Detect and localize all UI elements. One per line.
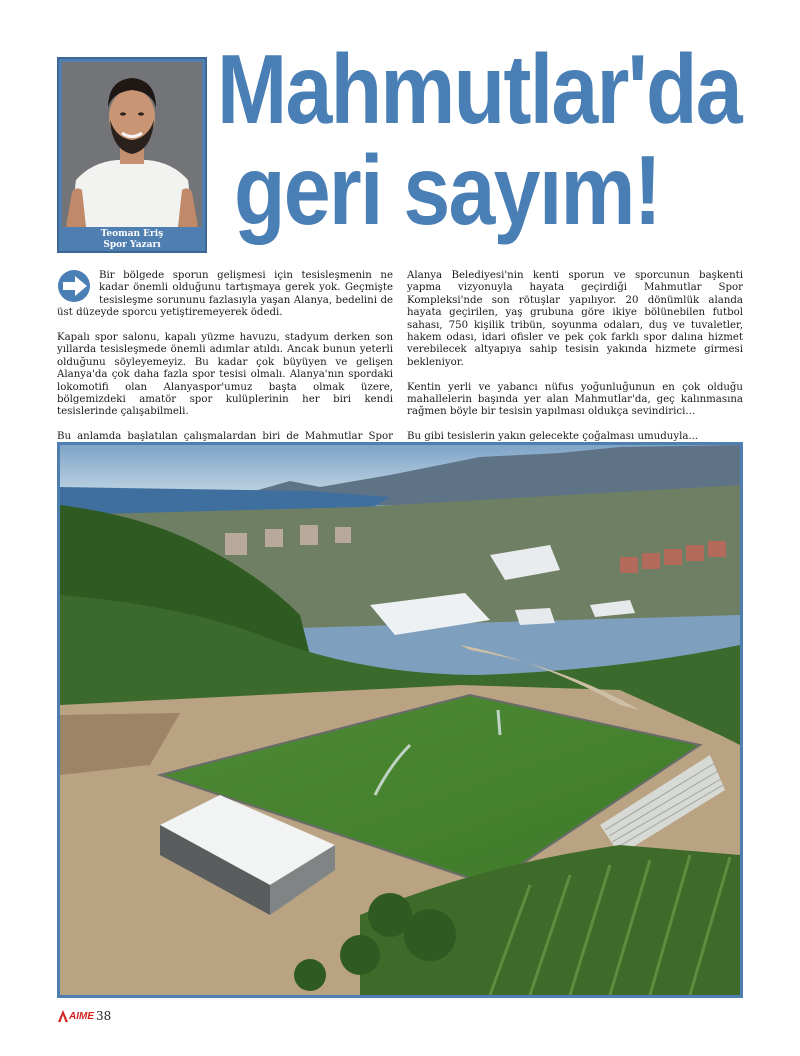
page-number: 38 <box>96 1009 112 1023</box>
paragraph: Bu gibi tesislerin yakın gelecekte çoğalması umuduyla... <box>407 431 699 443</box>
headline-line-1: Mahmutlar'da <box>217 34 741 144</box>
headline <box>217 34 741 245</box>
author-caption <box>59 229 205 251</box>
paragraph <box>57 270 393 320</box>
stadium-aerial-photo <box>57 442 743 998</box>
author-photo <box>62 62 202 227</box>
page-footer <box>57 1006 111 1026</box>
author-box <box>57 57 207 253</box>
headline-line-2: geri sayım! <box>233 135 661 245</box>
paragraph: Bu anlamda başlatılan çalışmalardan biri de Mahmutlar Spor <box>57 431 393 443</box>
paragraph-text: Bir bölgede sporun gelişmesi için tesisleşmenin ne kadar önemli olduğunu tartışmaya gerek yok. Geçmişte tesisleşme sorununu fazlasıyla yaşan Alanya, bedelini de üst düzeyde sporcu yetiştiremeyerek ödedi. <box>57 270 393 319</box>
author-name: Teoman Eriş <box>100 229 164 239</box>
body-column-left <box>57 270 393 468</box>
paragraph: Kentin yerli ve yabancı nüfus yoğunluğunun en çok olduğu mahallelerin başında yer alan Mahmutlar'da, geç kalınmasına rağmen böyle bir tesisin yapılması oldukça sevindirici... <box>407 381 743 418</box>
aime-logo <box>57 1009 94 1023</box>
paragraph: Alanya Belediyesi'nin kenti sporun ve sporcunun başkenti yapma vizyonuyla hayata geçirdiği Mahmutlar Spor Kompleksi'nde son rötuşlar yapılıyor. 20 dönümlük alanda hayata geçirilen, yaş grubuna göre ikiye bölünebilen futbol sahası, 750 kişilik tribün, soyunma odaları, duş ve tuvaletler, hakem odası, idari ofisler ve pek çok farklı spor dalına hizmet verebilecek altyapıya sahip tesisin yakında hizmete girmesi bekleniyor. <box>407 270 743 368</box>
body-column-right <box>407 270 743 468</box>
author-role: Spor Yazarı <box>103 240 161 250</box>
paragraph: Kapalı spor salonu, kapalı yüzme havuzu, stadyum derken son yıllarda tesisleşmede önemli adımlar atıldı. Ancak bunun yeterli olduğunu söyleyemeyiz. Bu kadar çok büyüyen ve gelişen Alanya'da çok daha fazla spor tesisi olmalı. Alanya'nın spordaki lokomotifi olan Alanyaspor'umuz başta olmak üzere, bölgemizdeki amatör spor kulüplerinin her biri kendi tesislerinde çalışabilmeli. <box>57 332 393 418</box>
arrow-right-icon <box>57 269 95 305</box>
aime-logo-text: AIME <box>69 1010 94 1022</box>
